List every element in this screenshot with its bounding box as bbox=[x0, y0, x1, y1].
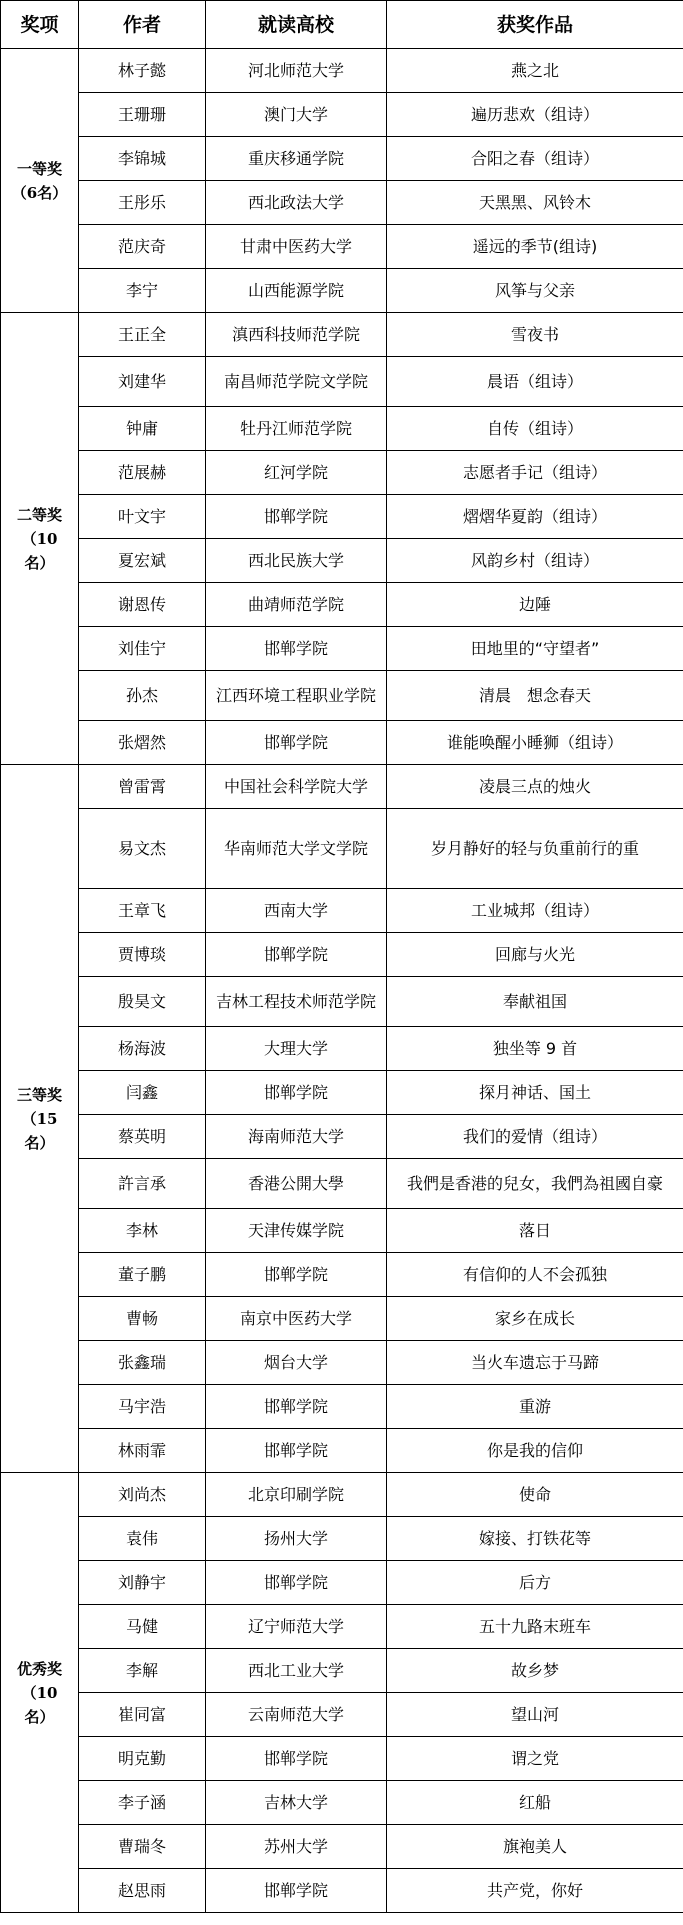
table-body bbox=[1, 49, 683, 1913]
work-cell: 遥远的季节(组诗) bbox=[387, 225, 683, 269]
table-row bbox=[1, 1071, 683, 1115]
work-cell: 边陲 bbox=[387, 583, 683, 627]
author-cell: 李子涵 bbox=[79, 1781, 206, 1825]
school-cell: 西北政法大学 bbox=[206, 181, 387, 225]
table-row bbox=[1, 933, 683, 977]
table-row bbox=[1, 889, 683, 933]
table-row bbox=[1, 93, 683, 137]
work-cell: 遍历悲欢（组诗） bbox=[387, 93, 683, 137]
table-row bbox=[1, 407, 683, 451]
table-row bbox=[1, 137, 683, 181]
table-row bbox=[1, 1253, 683, 1297]
author-cell: 易文杰 bbox=[79, 809, 206, 889]
school-cell: 邯郸学院 bbox=[206, 1429, 387, 1473]
school-cell: 山西能源学院 bbox=[206, 269, 387, 313]
work-cell: 燕之北 bbox=[387, 49, 683, 93]
award-category bbox=[1, 49, 79, 313]
work-cell: 风筝与父亲 bbox=[387, 269, 683, 313]
school-cell: 河北师范大学 bbox=[206, 49, 387, 93]
table-row bbox=[1, 671, 683, 721]
school-cell: 吉林工程技术师范学院 bbox=[206, 977, 387, 1027]
author-cell: 林雨霏 bbox=[79, 1429, 206, 1473]
school-cell: 邯郸学院 bbox=[206, 627, 387, 671]
work-cell: 后方 bbox=[387, 1561, 683, 1605]
table-row bbox=[1, 1517, 683, 1561]
header-row bbox=[1, 1, 683, 49]
table-row bbox=[1, 765, 683, 809]
author-cell: 谢恩传 bbox=[79, 583, 206, 627]
table-row bbox=[1, 583, 683, 627]
school-cell: 西北民族大学 bbox=[206, 539, 387, 583]
header-work: 获奖作品 bbox=[387, 1, 683, 49]
table-row bbox=[1, 1869, 683, 1913]
table-row bbox=[1, 627, 683, 671]
work-cell: 志愿者手记（组诗） bbox=[387, 451, 683, 495]
work-cell: 工业城邦（组诗） bbox=[387, 889, 683, 933]
school-cell: 西北工业大学 bbox=[206, 1649, 387, 1693]
author-cell: 董子鹏 bbox=[79, 1253, 206, 1297]
table-row bbox=[1, 721, 683, 765]
work-cell: 雪夜书 bbox=[387, 313, 683, 357]
school-cell: 扬州大学 bbox=[206, 1517, 387, 1561]
header-category: 奖项 bbox=[1, 1, 79, 49]
table-row bbox=[1, 1115, 683, 1159]
award-category-line2: （6名） bbox=[11, 183, 68, 202]
school-cell: 天津传媒学院 bbox=[206, 1209, 387, 1253]
table-row bbox=[1, 181, 683, 225]
work-cell: 回廊与火光 bbox=[387, 933, 683, 977]
author-cell: 袁伟 bbox=[79, 1517, 206, 1561]
header-school: 就读高校 bbox=[206, 1, 387, 49]
school-cell: 华南师范大学文学院 bbox=[206, 809, 387, 889]
author-cell: 叶文宇 bbox=[79, 495, 206, 539]
award-category-line1: 二等奖 bbox=[16, 505, 62, 524]
award-category-line3: 名） bbox=[24, 1707, 55, 1726]
table-row bbox=[1, 313, 683, 357]
award-category-line2: （10 bbox=[21, 1683, 58, 1702]
table-row bbox=[1, 1605, 683, 1649]
table-row bbox=[1, 809, 683, 889]
table-row bbox=[1, 977, 683, 1027]
school-cell: 邯郸学院 bbox=[206, 495, 387, 539]
author-cell: 曹瑞冬 bbox=[79, 1825, 206, 1869]
school-cell: 苏州大学 bbox=[206, 1825, 387, 1869]
author-cell: 王章飞 bbox=[79, 889, 206, 933]
school-cell: 北京印刷学院 bbox=[206, 1473, 387, 1517]
work-cell: 田地里的“守望者” bbox=[387, 627, 683, 671]
school-cell: 邯郸学院 bbox=[206, 1253, 387, 1297]
school-cell: 海南师范大学 bbox=[206, 1115, 387, 1159]
school-cell: 曲靖师范学院 bbox=[206, 583, 387, 627]
author-cell: 王正全 bbox=[79, 313, 206, 357]
school-cell: 南京中医药大学 bbox=[206, 1297, 387, 1341]
table-row bbox=[1, 1737, 683, 1781]
award-category-line2: （10 bbox=[21, 529, 58, 548]
author-cell: 张熠然 bbox=[79, 721, 206, 765]
school-cell: 西南大学 bbox=[206, 889, 387, 933]
work-cell: 我們是香港的兒女，我們為祖國自豪 bbox=[387, 1159, 683, 1209]
table-row bbox=[1, 1027, 683, 1071]
author-cell: 马健 bbox=[79, 1605, 206, 1649]
work-cell: 凌晨三点的烛火 bbox=[387, 765, 683, 809]
author-cell: 明克勤 bbox=[79, 1737, 206, 1781]
author-cell: 刘静宇 bbox=[79, 1561, 206, 1605]
school-cell: 邯郸学院 bbox=[206, 1071, 387, 1115]
author-cell: 杨海波 bbox=[79, 1027, 206, 1071]
table-row bbox=[1, 357, 683, 407]
school-cell: 邯郸学院 bbox=[206, 933, 387, 977]
work-cell: 使命 bbox=[387, 1473, 683, 1517]
table-row bbox=[1, 1341, 683, 1385]
school-cell: 邯郸学院 bbox=[206, 1737, 387, 1781]
author-cell: 林子懿 bbox=[79, 49, 206, 93]
author-cell: 张鑫瑞 bbox=[79, 1341, 206, 1385]
table-row bbox=[1, 1781, 683, 1825]
award-category-line2: （15 bbox=[21, 1109, 58, 1128]
author-cell: 李解 bbox=[79, 1649, 206, 1693]
table-row bbox=[1, 1693, 683, 1737]
school-cell: 大理大学 bbox=[206, 1027, 387, 1071]
author-cell: 王珊珊 bbox=[79, 93, 206, 137]
table-row bbox=[1, 225, 683, 269]
author-cell: 赵思雨 bbox=[79, 1869, 206, 1913]
school-cell: 牡丹江师范学院 bbox=[206, 407, 387, 451]
author-cell: 刘佳宁 bbox=[79, 627, 206, 671]
author-cell: 王彤乐 bbox=[79, 181, 206, 225]
author-cell: 崔同富 bbox=[79, 1693, 206, 1737]
school-cell: 邯郸学院 bbox=[206, 1385, 387, 1429]
work-cell: 自传（组诗） bbox=[387, 407, 683, 451]
award-category-line3: 名） bbox=[24, 553, 55, 572]
award-category bbox=[1, 313, 79, 765]
author-cell: 蔡英明 bbox=[79, 1115, 206, 1159]
award-category bbox=[1, 765, 79, 1473]
school-cell: 滇西科技师范学院 bbox=[206, 313, 387, 357]
school-cell: 重庆移通学院 bbox=[206, 137, 387, 181]
author-cell: 范展赫 bbox=[79, 451, 206, 495]
school-cell: 邯郸学院 bbox=[206, 1869, 387, 1913]
author-cell: 钟庸 bbox=[79, 407, 206, 451]
school-cell: 红河学院 bbox=[206, 451, 387, 495]
work-cell: 你是我的信仰 bbox=[387, 1429, 683, 1473]
school-cell: 江西环境工程职业学院 bbox=[206, 671, 387, 721]
table-row bbox=[1, 1649, 683, 1693]
author-cell: 李锦城 bbox=[79, 137, 206, 181]
author-cell: 马宇浩 bbox=[79, 1385, 206, 1429]
work-cell: 落日 bbox=[387, 1209, 683, 1253]
work-cell: 风韵乡村（组诗） bbox=[387, 539, 683, 583]
author-cell: 夏宏斌 bbox=[79, 539, 206, 583]
table-row bbox=[1, 495, 683, 539]
school-cell: 甘肃中医药大学 bbox=[206, 225, 387, 269]
school-cell: 澳门大学 bbox=[206, 93, 387, 137]
work-cell: 天黑黑、风铃木 bbox=[387, 181, 683, 225]
work-cell: 重游 bbox=[387, 1385, 683, 1429]
author-cell: 贾博琰 bbox=[79, 933, 206, 977]
table-row bbox=[1, 1297, 683, 1341]
work-cell: 望山河 bbox=[387, 1693, 683, 1737]
work-cell: 旗袍美人 bbox=[387, 1825, 683, 1869]
author-cell: 范庆奇 bbox=[79, 225, 206, 269]
work-cell: 奉献祖国 bbox=[387, 977, 683, 1027]
table-row bbox=[1, 1159, 683, 1209]
school-cell: 中国社会科学院大学 bbox=[206, 765, 387, 809]
author-cell: 曹畅 bbox=[79, 1297, 206, 1341]
author-cell: 刘尚杰 bbox=[79, 1473, 206, 1517]
table-row bbox=[1, 1429, 683, 1473]
author-cell: 闫鑫 bbox=[79, 1071, 206, 1115]
work-cell: 清晨 想念春天 bbox=[387, 671, 683, 721]
work-cell: 岁月静好的轻与负重前行的重 bbox=[387, 809, 683, 889]
school-cell: 南昌师范学院文学院 bbox=[206, 357, 387, 407]
work-cell: 有信仰的人不会孤独 bbox=[387, 1253, 683, 1297]
table-row bbox=[1, 1473, 683, 1517]
award-category-line1: 一等奖 bbox=[16, 159, 62, 178]
work-cell: 故乡梦 bbox=[387, 1649, 683, 1693]
work-cell: 当火车遗忘于马蹄 bbox=[387, 1341, 683, 1385]
work-cell: 我们的爱情（组诗） bbox=[387, 1115, 683, 1159]
work-cell: 独坐等 9 首 bbox=[387, 1027, 683, 1071]
school-cell: 烟台大学 bbox=[206, 1341, 387, 1385]
author-cell: 李宁 bbox=[79, 269, 206, 313]
work-cell: 谓之党 bbox=[387, 1737, 683, 1781]
author-cell: 許言承 bbox=[79, 1159, 206, 1209]
work-cell: 熠熠华夏韵（组诗） bbox=[387, 495, 683, 539]
school-cell: 邯郸学院 bbox=[206, 1561, 387, 1605]
header-author: 作者 bbox=[79, 1, 206, 49]
table-row bbox=[1, 1825, 683, 1869]
work-cell: 谁能唤醒小睡狮（组诗） bbox=[387, 721, 683, 765]
award-category-line1: 优秀奖 bbox=[16, 1659, 62, 1678]
work-cell: 合阳之春（组诗） bbox=[387, 137, 683, 181]
work-cell: 红船 bbox=[387, 1781, 683, 1825]
work-cell: 家乡在成长 bbox=[387, 1297, 683, 1341]
work-cell: 五十九路末班车 bbox=[387, 1605, 683, 1649]
table-row bbox=[1, 49, 683, 93]
award-category-line3: 名） bbox=[24, 1133, 55, 1152]
table-row bbox=[1, 539, 683, 583]
school-cell: 吉林大学 bbox=[206, 1781, 387, 1825]
school-cell: 香港公開大學 bbox=[206, 1159, 387, 1209]
table-row bbox=[1, 1209, 683, 1253]
author-cell: 刘建华 bbox=[79, 357, 206, 407]
table-row bbox=[1, 451, 683, 495]
award-category bbox=[1, 1473, 79, 1913]
school-cell: 云南师范大学 bbox=[206, 1693, 387, 1737]
table-row bbox=[1, 1385, 683, 1429]
school-cell: 辽宁师范大学 bbox=[206, 1605, 387, 1649]
table-row bbox=[1, 269, 683, 313]
table-row bbox=[1, 1561, 683, 1605]
school-cell: 邯郸学院 bbox=[206, 721, 387, 765]
work-cell: 嫁接、打铁花等 bbox=[387, 1517, 683, 1561]
author-cell: 李林 bbox=[79, 1209, 206, 1253]
award-category-line1: 三等奖 bbox=[16, 1085, 62, 1104]
work-cell: 共产党，你好 bbox=[387, 1869, 683, 1913]
author-cell: 曾雷霄 bbox=[79, 765, 206, 809]
work-cell: 晨语（组诗） bbox=[387, 357, 683, 407]
author-cell: 孙杰 bbox=[79, 671, 206, 721]
work-cell: 探月神话、国土 bbox=[387, 1071, 683, 1115]
author-cell: 殷昊文 bbox=[79, 977, 206, 1027]
